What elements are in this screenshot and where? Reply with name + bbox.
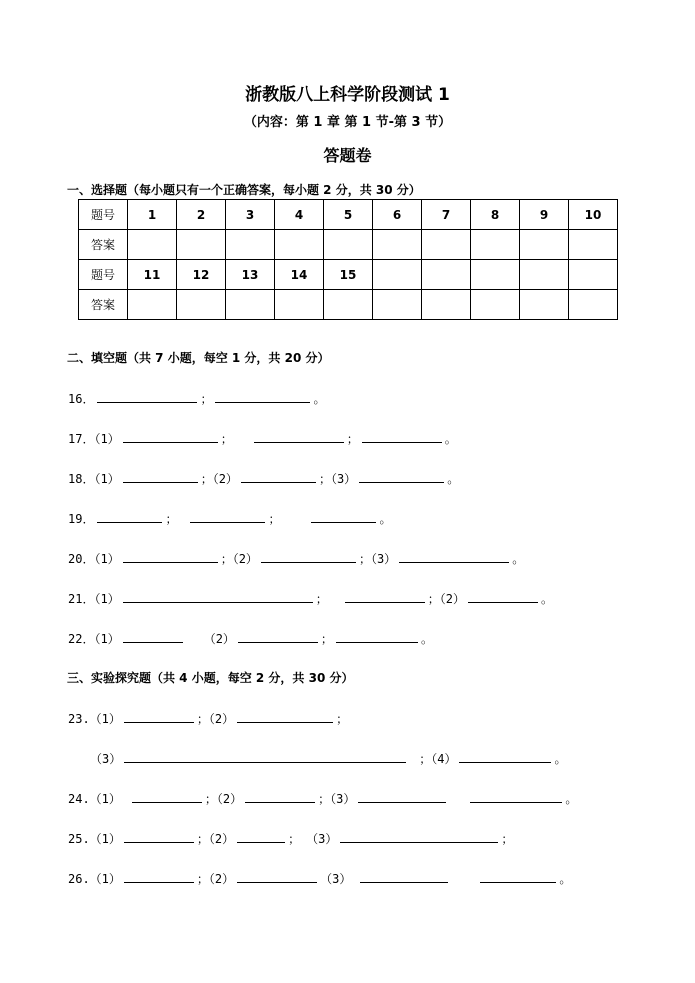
question-23-cont: （3） ；（4） 。 <box>90 752 567 766</box>
answer-table <box>78 199 618 320</box>
question-label: 22．（1） <box>68 632 120 646</box>
blank[interactable] <box>190 510 265 523</box>
sheet-title: 答题卷 <box>323 146 372 165</box>
answer-cell[interactable] <box>520 290 569 320</box>
answer-cell[interactable] <box>569 230 618 260</box>
blank[interactable] <box>237 830 285 843</box>
blank[interactable] <box>123 470 198 483</box>
question-label: 19． <box>68 512 95 526</box>
answer-cell[interactable] <box>275 230 324 260</box>
answer-cell[interactable] <box>373 230 422 260</box>
question-23: 23.（1） ；（2） ； <box>68 712 349 726</box>
question-25: 25.（1） ；（2） ； （3） ； <box>68 832 514 846</box>
answer-cell[interactable] <box>471 290 520 320</box>
question-number: 6 <box>373 200 422 230</box>
answer-cell[interactable] <box>422 230 471 260</box>
answer-cell[interactable] <box>520 230 569 260</box>
row-label: 题号 <box>79 260 128 290</box>
blank[interactable] <box>336 630 418 643</box>
question-17: 17．（1） ； ； 。 <box>68 432 457 446</box>
answer-cell[interactable] <box>373 290 422 320</box>
question-label: 24.（1） <box>68 792 121 806</box>
question-number: 14 <box>275 260 324 290</box>
question-number: 2 <box>177 200 226 230</box>
blank[interactable] <box>261 550 356 563</box>
blank[interactable] <box>237 710 333 723</box>
question-20: 20．（1） ；（2） ；（3） 。 <box>68 552 525 566</box>
question-number: 15 <box>324 260 373 290</box>
answer-cell[interactable] <box>177 230 226 260</box>
blank[interactable] <box>132 790 202 803</box>
question-22: 22．（1） （2） ； 。 <box>68 632 433 646</box>
question-label: 18．（1） <box>68 472 120 486</box>
blank[interactable] <box>311 510 376 523</box>
question-19: 19． ； ； 。 <box>68 512 392 526</box>
question-number: 4 <box>275 200 324 230</box>
question-label: 23.（1） <box>68 712 121 726</box>
question-number: 1 <box>128 200 177 230</box>
blank[interactable] <box>245 790 315 803</box>
question-number: 8 <box>471 200 520 230</box>
row-label: 答案 <box>79 230 128 260</box>
section1-heading: 一、选择题（每小题只有一个正确答案，每小题 2 分，共 30 分） <box>67 183 421 197</box>
blank[interactable] <box>97 510 162 523</box>
question-number <box>569 260 618 290</box>
blank[interactable] <box>237 870 317 883</box>
question-number: 9 <box>520 200 569 230</box>
question-number: 12 <box>177 260 226 290</box>
table-row <box>79 230 618 260</box>
section2-heading: 二、填空题（共 7 小题，每空 1 分，共 20 分） <box>67 351 330 365</box>
answer-cell[interactable] <box>324 290 373 320</box>
row-label: 答案 <box>79 290 128 320</box>
question-number: 13 <box>226 260 275 290</box>
answer-cell[interactable] <box>569 290 618 320</box>
blank[interactable] <box>470 790 562 803</box>
blank[interactable] <box>360 870 448 883</box>
blank[interactable] <box>362 430 442 443</box>
blank[interactable] <box>124 710 194 723</box>
blank[interactable] <box>241 470 316 483</box>
blank[interactable] <box>124 870 194 883</box>
question-label: 26.（1） <box>68 872 121 886</box>
page-subtitle: （内容：第 1 章 第 1 节-第 3 节） <box>243 115 452 130</box>
question-number <box>471 260 520 290</box>
question-18: 18．（1） ；（2） ；（3） 。 <box>68 472 460 486</box>
answer-cell[interactable] <box>422 290 471 320</box>
answer-cell[interactable] <box>324 230 373 260</box>
question-16: 16． ； 。 <box>68 392 326 406</box>
question-26: 26.（1） ；（2） （3） 。 <box>68 872 572 886</box>
question-number <box>373 260 422 290</box>
blank[interactable] <box>124 750 406 763</box>
question-24: 24.（1） ；（2） ；（3） 。 <box>68 792 578 806</box>
question-21: 21．（1） ； ；（2） 。 <box>68 592 553 606</box>
answer-cell[interactable] <box>275 290 324 320</box>
blank[interactable] <box>468 590 538 603</box>
question-label: 25.（1） <box>68 832 121 846</box>
section3-heading: 三、实验探究题（共 4 小题，每空 2 分，共 30 分） <box>67 671 354 685</box>
question-label: 16． <box>68 392 95 406</box>
blank[interactable] <box>215 390 310 403</box>
table-row <box>79 200 618 230</box>
blank[interactable] <box>358 790 446 803</box>
blank[interactable] <box>123 590 313 603</box>
question-label: 21．（1） <box>68 592 120 606</box>
blank[interactable] <box>399 550 509 563</box>
question-label: 20．（1） <box>68 552 120 566</box>
blank[interactable] <box>97 390 197 403</box>
blank[interactable] <box>123 630 183 643</box>
question-label: 17．（1） <box>68 432 120 446</box>
blank[interactable] <box>340 830 498 843</box>
answer-cell[interactable] <box>226 230 275 260</box>
question-number: 5 <box>324 200 373 230</box>
blank[interactable] <box>123 550 218 563</box>
table-row <box>79 260 618 290</box>
question-number: 11 <box>128 260 177 290</box>
blank[interactable] <box>123 430 218 443</box>
blank[interactable] <box>254 430 344 443</box>
answer-cell[interactable] <box>471 230 520 260</box>
question-number: 10 <box>569 200 618 230</box>
answer-cell[interactable] <box>128 290 177 320</box>
blank[interactable] <box>124 830 194 843</box>
blank[interactable] <box>480 870 556 883</box>
blank[interactable] <box>238 630 318 643</box>
answer-cell[interactable] <box>177 290 226 320</box>
question-number <box>422 260 471 290</box>
question-number: 7 <box>422 200 471 230</box>
question-number <box>520 260 569 290</box>
row-label: 题号 <box>79 200 128 230</box>
question-number: 3 <box>226 200 275 230</box>
answer-cell[interactable] <box>128 230 177 260</box>
table-row <box>79 290 618 320</box>
page-title: 浙教版八上科学阶段测试 1 <box>245 85 450 105</box>
blank[interactable] <box>459 750 551 763</box>
blank[interactable] <box>345 590 425 603</box>
blank[interactable] <box>359 470 444 483</box>
answer-cell[interactable] <box>226 290 275 320</box>
